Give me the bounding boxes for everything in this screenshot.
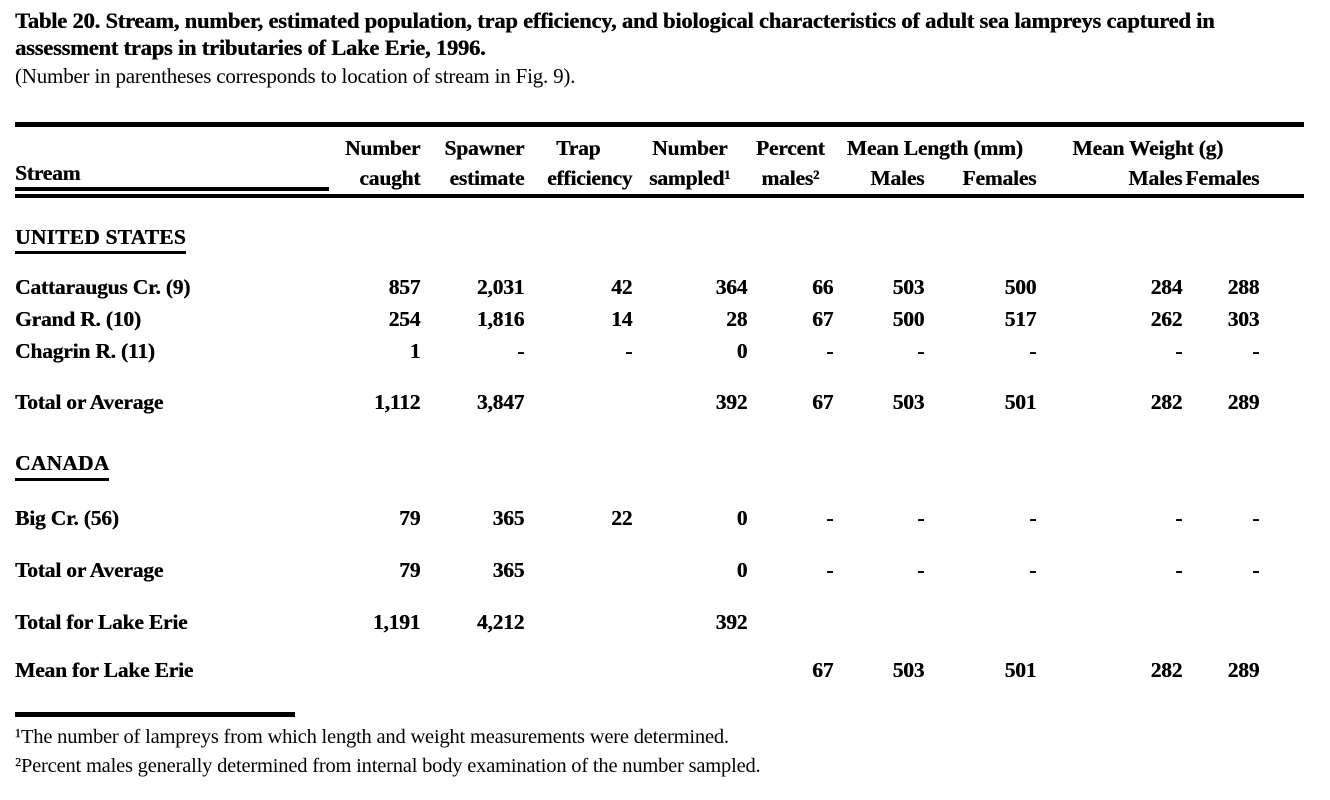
column-header-caught: caught xyxy=(345,161,420,196)
table-cell: - xyxy=(826,505,834,530)
table-cell: 254 xyxy=(388,307,421,332)
table-cell: - xyxy=(1029,505,1037,530)
table-cell: 501 xyxy=(1004,658,1037,683)
table-cell: - xyxy=(917,505,925,530)
table-cell: 1,816 xyxy=(476,307,525,332)
table-cell: 67 xyxy=(812,658,834,683)
column-header-trap: Trap xyxy=(524,125,632,161)
table-cell: 282 xyxy=(1150,658,1183,683)
table-cell: - xyxy=(1175,557,1183,582)
table-cell: - xyxy=(826,557,834,582)
section-row-united-states xyxy=(15,196,1304,255)
column-header-number: Number xyxy=(345,125,420,161)
table-cell: 857 xyxy=(388,275,421,300)
column-header-length-males: Males xyxy=(833,161,924,196)
table-cell xyxy=(632,635,747,696)
table-cell: - xyxy=(1029,557,1037,582)
table-header xyxy=(15,125,1304,196)
page-title: Table 20. Stream, number, estimated population, trap efficiency, and biological characteristics of adult sea lampreys captured in assessment traps in tributaries of Lake Erie, 1996. xyxy=(15,8,1215,60)
table-cell: Cattaraugus Cr. (9) xyxy=(15,275,191,300)
column-header-efficiency: efficiency xyxy=(524,161,632,196)
table-cell: 67 xyxy=(812,390,834,415)
row-cattaraugus xyxy=(15,254,1304,301)
table-cell: 28 xyxy=(726,307,748,332)
table-cell: 1 xyxy=(409,339,421,364)
lamprey-table xyxy=(15,122,1304,696)
table-cell: - xyxy=(917,339,925,364)
table-cell: 503 xyxy=(892,390,925,415)
row-total-canada xyxy=(15,532,1304,584)
column-header-estimate: estimate xyxy=(420,161,524,196)
table-cell: 79 xyxy=(399,557,421,582)
section-row-canada xyxy=(15,416,1304,481)
header-label-row xyxy=(15,161,1304,196)
header-group-row xyxy=(15,125,1304,161)
table-cell xyxy=(524,584,632,636)
table-body xyxy=(15,196,1304,697)
row-chagrin xyxy=(15,333,1304,365)
table-cell: 289 xyxy=(1227,390,1260,415)
column-header-number-sampled: Number xyxy=(632,125,747,161)
table-cell: - xyxy=(826,339,834,364)
column-header-weight-females: Females xyxy=(1182,161,1304,196)
table-cell: 67 xyxy=(812,307,834,332)
table-cell: 517 xyxy=(1004,307,1037,332)
table-cell: 0 xyxy=(736,505,748,530)
table-cell: 1,112 xyxy=(374,390,421,415)
table-cell: - xyxy=(1252,557,1260,582)
table-cell: 1,191 xyxy=(372,609,421,634)
page-subtitle: (Number in parentheses corresponds to location of stream in Fig. 9). xyxy=(15,64,576,89)
table-cell: 500 xyxy=(1004,275,1037,300)
table-cell: 289 xyxy=(1227,658,1260,683)
table-cell: 501 xyxy=(1004,390,1037,415)
row-grand xyxy=(15,301,1304,333)
column-header-weight-males: Males xyxy=(1036,161,1182,196)
table-cell: 14 xyxy=(611,307,633,332)
table-cell: 262 xyxy=(1150,307,1183,332)
table-cell xyxy=(747,584,833,636)
table-cell xyxy=(524,365,632,416)
table-cell: Total for Lake Erie xyxy=(15,609,188,634)
table-cell: 0 xyxy=(736,557,748,582)
table-cell: - xyxy=(1252,505,1260,530)
table-cell xyxy=(833,584,924,636)
table-cell xyxy=(1036,584,1182,636)
table-cell xyxy=(1182,584,1304,636)
table-cell xyxy=(345,635,420,696)
table-cell xyxy=(524,635,632,696)
table-cell: 364 xyxy=(715,275,748,300)
table-cell: - xyxy=(1252,339,1260,364)
table-cell xyxy=(924,584,1036,636)
row-mean-lake-erie xyxy=(15,635,1304,696)
table-cell: Total or Average xyxy=(15,390,164,415)
table-cell: 500 xyxy=(892,307,925,332)
table-cell: 392 xyxy=(715,609,748,634)
footnote-divider xyxy=(15,712,295,717)
table-cell: - xyxy=(917,557,925,582)
table-cell: Mean for Lake Erie xyxy=(15,658,194,683)
table-cell xyxy=(15,125,345,161)
table-cell: - xyxy=(517,339,525,364)
row-total-us xyxy=(15,365,1304,416)
section-label: CANADA xyxy=(15,450,109,481)
table-cell: 66 xyxy=(812,275,834,300)
table-cell xyxy=(420,635,524,696)
table-cell: 365 xyxy=(492,505,525,530)
table-cell: 288 xyxy=(1227,275,1260,300)
footnote-2: ²Percent males generally determined from internal body examination of the number sampled. xyxy=(15,755,761,778)
row-big-cr xyxy=(15,481,1304,532)
table-cell: Big Cr. (56) xyxy=(15,505,119,530)
table-cell: 3,847 xyxy=(476,390,525,415)
column-header-spawner: Spawner xyxy=(420,125,524,161)
table-cell: 2,031 xyxy=(476,275,525,300)
table-cell: Total or Average xyxy=(15,557,164,582)
table-cell: 42 xyxy=(611,275,633,300)
column-header-sampled: sampled¹ xyxy=(632,161,747,196)
table-cell xyxy=(15,416,1304,481)
table-cell: 282 xyxy=(1150,390,1183,415)
table-cell: Chagrin R. (11) xyxy=(15,339,155,364)
column-header-stream xyxy=(15,161,345,196)
column-group-mean-weight: Mean Weight (g) xyxy=(1036,125,1304,161)
table-cell: 0 xyxy=(736,339,748,364)
table-cell: 79 xyxy=(399,505,421,530)
footnote-1: ¹The number of lampreys from which length and weight measurements were determined. xyxy=(15,726,729,749)
column-header-percent: Percent xyxy=(747,125,833,161)
table-cell: 22 xyxy=(611,505,633,530)
row-total-lake-erie xyxy=(15,584,1304,636)
table-cell: 303 xyxy=(1227,307,1260,332)
column-group-mean-length: Mean Length (mm) xyxy=(833,125,1036,161)
table-cell: 284 xyxy=(1150,275,1183,300)
column-header-males-pct: males² xyxy=(747,161,833,196)
column-header-length-females: Females xyxy=(924,161,1036,196)
table-cell xyxy=(524,532,632,584)
table-cell: - xyxy=(1175,339,1183,364)
table-cell: 365 xyxy=(492,557,525,582)
table-cell: 503 xyxy=(892,658,925,683)
table-cell: - xyxy=(1175,505,1183,530)
section-label: UNITED STATES xyxy=(15,224,186,255)
table-cell xyxy=(15,196,1304,255)
table-cell: 503 xyxy=(892,275,925,300)
stream-header-label: Stream xyxy=(15,161,329,191)
table-cell: 4,212 xyxy=(476,609,525,634)
table-cell: - xyxy=(625,339,633,364)
table-cell: Grand R. (10) xyxy=(15,307,141,332)
table-cell: 392 xyxy=(715,390,748,415)
table-cell: - xyxy=(1029,339,1037,364)
